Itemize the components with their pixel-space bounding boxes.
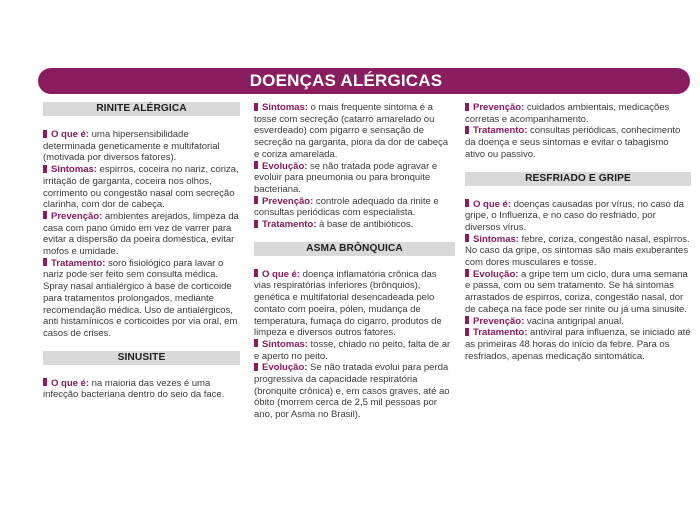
resfriado-sintomas: Sintomas: febre, coriza, congestão nasal, espirros. No caso da gripe, os sintomas são mais exuberantes com dores musculares e tosse.	[465, 233, 690, 269]
asma-sintomas: Sintomas: tosse, chiado no peito, falta de ar e aperto no peito.	[254, 338, 451, 362]
column-1	[43, 102, 240, 401]
asma-prevencao: Prevenção: cuidados ambientais, medicações corretas e acompanhamento.	[465, 102, 670, 125]
bullet-marker	[465, 126, 469, 134]
resfriado-prevencao: Prevenção: vacina antigripal anual.	[465, 316, 691, 328]
asma-tratamento: Tratamento: consultas periódicas, conhecimento da doença e seus sintomas e evitar o tabagismo ativo ou passivo.	[465, 125, 681, 160]
section-header-asma: ASMA BRÔNQUICA	[254, 242, 455, 256]
bullet-marker	[43, 165, 47, 173]
column-2	[254, 102, 455, 421]
asma-evolucao: Evolução: Se não tratada evolui para perda progressiva da capacidade respiratória (bronquite crônica) e, em casos graves, até ao óbito (morrem cerca de 2,5 mil pessoas por ano, por Asma no Brasil).	[254, 362, 450, 421]
section-header-sinusite: SINUSITE	[43, 351, 240, 365]
sinusite-evolucao: Evolução: se não tratada pode agravar e evoluir para pneumonia ou para bronquite bacteriana.	[254, 160, 438, 195]
rinite-prevencao: Prevenção: ambientes arejados, limpeza da casa com pano úmido em vez de varrer para evitar a dispersão da poeira doméstica, evitar mofos e umidade.	[43, 210, 239, 258]
bullet-marker	[254, 220, 258, 228]
bullet-marker	[465, 103, 469, 111]
section-header-rinite: RINITE ALÉRGICA	[43, 102, 240, 116]
rinite-oque: O que é: uma hipersensibilidade determinada geneticamente e multifatorial (motivada por diversos fatores).	[43, 129, 220, 164]
bullet-marker	[465, 199, 469, 207]
rinite-tratamento: Tratamento: soro fisiológico para lavar o nariz pode ser feito sem consulta médica. Spray nasal antialérgico à base de corticoide para tratamentos prolongados, mediante recomendação médica. Uso de antialérgicos, anti histamínicos e corticoides por via oral, em casos de crises.	[43, 257, 238, 339]
sinusite-oque: O que é: na maioria das vezes é uma infecção bacteriana dentro do seio da face.	[43, 377, 225, 401]
bullet-marker	[465, 234, 469, 242]
resfriado-oque: O que é: doenças causadas por vírus, no caso da gripe, o Influenza, e no caso do resfriado, por diversos vírus.	[465, 198, 684, 233]
bullet-marker	[254, 339, 258, 347]
bullet-marker	[43, 378, 47, 386]
bullet-marker	[465, 328, 469, 336]
bullet-marker	[43, 211, 47, 219]
rinite-sintomas: Sintomas: espirros, coceira no nariz, coriza, irritação de garganta, coceira nos olhos, corrimento ou congestão nasal com secreção clarinha, com dor de cabeça.	[43, 164, 239, 211]
column-3	[465, 102, 691, 362]
sinusite-tratamento: Tratamento: à base de antibióticos.	[254, 219, 455, 231]
title-banner	[38, 68, 690, 94]
bullet-marker	[254, 269, 258, 277]
bullet-marker	[43, 258, 47, 266]
bullet-marker	[254, 103, 258, 111]
sinusite-prevencao: Prevenção: controle adequado da rinite e consultas periódicas com especialista.	[254, 195, 439, 219]
section-header-resfriado: RESFRIADO E GRIPE	[465, 172, 691, 186]
bullet-marker	[465, 269, 469, 277]
resfriado-tratamento: Tratamento: antiviral para influenza, se iniciado até as primeiras 48 horas do início da febre. Para os resfriados, apenas medicação sintomática.	[465, 327, 691, 362]
bullet-marker	[254, 363, 258, 371]
bullet-marker	[254, 196, 258, 204]
bullet-marker	[465, 316, 469, 324]
bullet-marker	[254, 161, 258, 169]
asma-oque: O que é: doença inflamatória crônica das vias respiratórias inferiores (brônquios), genética e multifatorial desencadeada pelo contato com poeira, pólen, mudança de temperatura, fumaça do cigarro, produtos de limpeza e diversos outros fatores.	[254, 268, 442, 339]
page-title: DOENÇAS ALÉRGICAS	[249, 71, 443, 90]
sinusite-sintomas: Sintomas: o mais frequente sintoma é a tosse com secreção (catarro amarelado ou esverdeado) com pigarro e sensação de secreção na garganta, piora da dor de cabeça e coriza amarelada.	[254, 102, 449, 160]
bullet-marker	[43, 130, 47, 138]
resfriado-evolucao: Evolução: a gripe tem um ciclo, dura uma semana e passa, com ou sem tratamento. Se há sintomas arrastados de espirros, coriza, congestão nasal, dor de cabeça na face pode ser rinite ou já uma sinusite.	[465, 268, 688, 315]
